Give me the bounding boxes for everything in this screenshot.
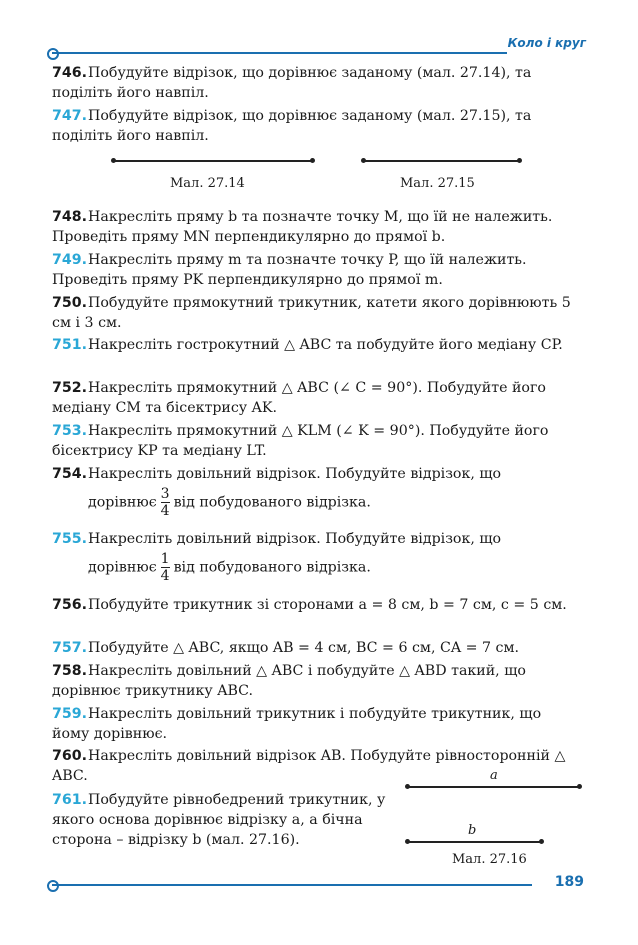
problem-text: Накресліть довільний відрізок. Побудуйте відрізок, що [88,531,502,547]
problem-752 [52,378,582,418]
problem-761 [52,790,392,850]
footer-rule [52,884,532,886]
segment-27-15 [363,160,519,162]
segment-b [407,841,541,843]
figure-caption-27-14: Мал. 27.14 [170,176,245,191]
problem-746 [52,63,582,103]
problem-text: від побудованого відрізка. [173,494,371,511]
problem-text: Побудуйте △ ABC, якщо AB = 4 см, BC = 6 см, CA = 7 см. [88,640,520,656]
problem-758 [52,661,582,701]
problem-number: 761. [52,792,88,808]
problem-text: дорівнює [88,494,157,511]
figure-caption-27-15: Мал. 27.15 [400,176,475,191]
page-number: 189 [554,874,584,890]
fraction-denominator: 4 [160,503,170,519]
fraction-numerator: 3 [160,486,170,502]
problem-number: 760. [52,748,88,764]
problem-755-line2 [88,551,578,584]
segment-endpoint [310,158,315,163]
problem-748 [52,207,582,247]
problem-number: 756. [52,597,88,613]
problem-755 [52,529,582,549]
problem-text: Побудуйте відрізок, що дорівнює заданому (мал. 27.15), та поділіть його навпіл. [52,108,532,144]
problem-text: дорівнює [88,559,157,576]
problem-number: 754. [52,466,88,482]
problem-759 [52,704,582,744]
header-rule [52,52,507,54]
problem-760 [52,746,582,786]
problem-text: Накресліть пряму b та позначте точку M, що їй не належить. Проведіть пряму MN перпендикулярно до прямої b. [52,209,553,245]
problem-747 [52,106,582,146]
fraction-numerator: 1 [160,551,170,567]
problem-text: Накресліть прямокутний △ ABC (∠ C = 90°). Побудуйте його медіану CM та бісектрису AK. [52,380,546,416]
problem-749 [52,250,582,290]
problem-text: Накресліть пряму m та позначте точку P, що їй належить. Проведіть пряму PK перпендикулярно до прямої m. [52,252,527,288]
problem-754-line2 [88,486,578,519]
problem-text: від побудованого відрізка. [173,559,371,576]
problem-text: Накресліть прямокутний △ KLM (∠ K = 90°). Побудуйте його бісектрису KP та медіану LT. [52,423,549,459]
problem-751 [52,335,582,355]
problem-text: Накресліть довільний відрізок. Побудуйте відрізок, що [88,466,502,482]
problem-text: Побудуйте прямокутний трикутник, катети якого дорівнюють 5 см і 3 см. [52,295,571,331]
segment-27-14 [113,160,312,162]
segment-label-b: b [468,823,477,838]
segment-endpoint [539,839,544,844]
problem-number: 757. [52,640,88,656]
problem-number: 752. [52,380,88,396]
fraction [161,486,170,519]
problem-number: 747. [52,108,88,124]
problem-number: 753. [52,423,88,439]
problem-text: Накресліть гострокутний △ ABC та побудуйте його медіану CP. [88,337,563,353]
problem-text: Побудуйте рівнобедрений трикутник, у якого основа дорівнює відрізку a, а бічна сторона – відрізку b (мал. 27.16). [52,792,386,848]
problem-number: 749. [52,252,88,268]
problem-750 [52,293,582,333]
fraction [161,551,170,584]
problem-text: Накресліть довільний відрізок AB. Побудуйте рівносторонній △ ABC. [52,748,566,784]
problem-text: Накресліть довільний △ ABC і побудуйте △ ABD такий, що дорівнює трикутнику ABC. [52,663,526,699]
segment-endpoint [517,158,522,163]
fraction-denominator: 4 [160,568,170,584]
problem-756 [52,595,582,615]
section-title: Коло і круг [507,36,586,50]
problem-number: 758. [52,663,88,679]
problem-number: 755. [52,531,88,547]
problem-753 [52,421,582,461]
figure-caption-27-16: Мал. 27.16 [452,852,527,867]
problem-757 [52,638,582,658]
problem-text: Накресліть довільний трикутник і побудуйте трикутник, що йому дорівнює. [52,706,542,742]
problem-754 [52,464,582,484]
segment-a [407,786,579,788]
segment-endpoint [577,784,582,789]
problem-number: 748. [52,209,88,225]
problem-number: 750. [52,295,88,311]
header-rule-dot [47,48,59,60]
problem-number: 751. [52,337,88,353]
problem-number: 746. [52,65,88,81]
segment-label-a: a [490,768,498,783]
problem-text: Побудуйте трикутник зі сторонами a = 8 см, b = 7 см, c = 5 см. [88,597,567,613]
problem-number: 759. [52,706,88,722]
footer-rule-dot [47,880,59,892]
problem-text: Побудуйте відрізок, що дорівнює заданому (мал. 27.14), та поділіть його навпіл. [52,65,532,101]
